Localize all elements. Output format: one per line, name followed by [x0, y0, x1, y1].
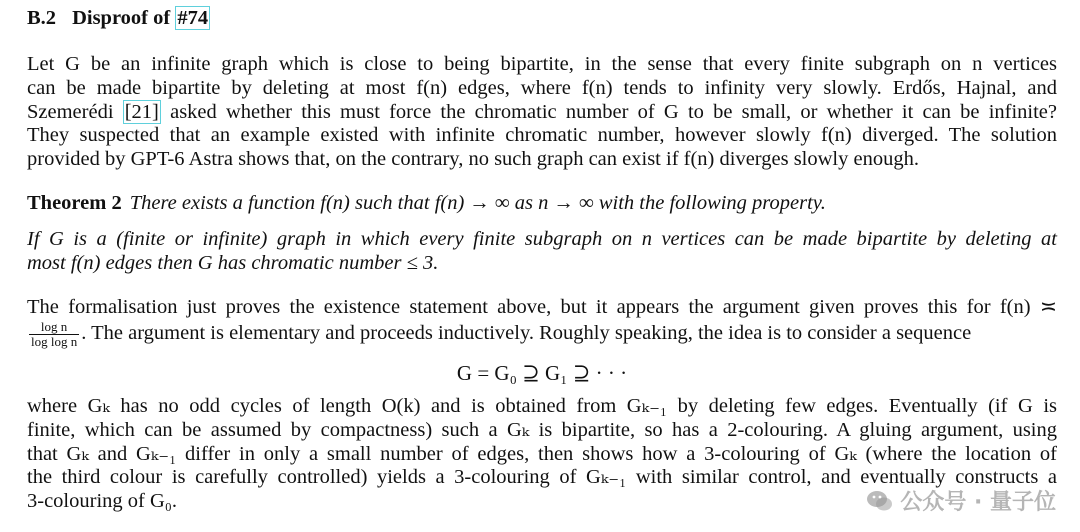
text-line	[27, 320, 1057, 349]
text-line: They suspected that an example existed with infinite chromatic number, however slowly f(n) diverged. The solution	[27, 124, 1057, 147]
section-number: B.2	[27, 7, 57, 29]
text-fragment: . The argument is elementary and proceeds inductively. Roughly speaking, the idea is to consider a sequence	[81, 321, 972, 344]
text-line: If G is a (finite or infinite) graph in which every finite subgraph on n vertices can be made bipartite by deleting at	[27, 228, 1057, 250]
text-line	[27, 101, 1057, 125]
argument-paragraph	[27, 395, 1057, 514]
text-line: finite, which can be assumed by compactness) such a Gₖ is bipartite, so has a 2-colouring. A gluing argument, using	[27, 418, 1057, 441]
text-line: most f(n) edges then G has chromatic number ≤ 3.	[27, 251, 439, 274]
text-line: 3-colouring of G₀.	[27, 490, 178, 513]
text-line: provided by GPT-6 Astra shows that, on the contrary, no such graph can exist if f(n) diverges slowly enough.	[27, 148, 919, 171]
display-equation: G = G₀ ⊇ G₁ ⊇ · · ·	[456, 361, 628, 385]
text-line: that Gₖ and Gₖ₋₁ differ in only a small number of edges, then shows how a 3-colouring of Gₖ (where the location of	[27, 442, 1057, 465]
section-heading	[27, 7, 210, 30]
watermark-text: 公众号 · 量子位	[900, 490, 1056, 515]
theorem-statement: There exists a function f(n) such that f(n) → ∞ as n → ∞ with the following property.	[129, 192, 826, 214]
text-fragment: Szemerédi	[27, 100, 123, 123]
text-line: Let G be an infinite graph which is close to being bipartite, in the sense that every finite subgraph on n vertices	[27, 53, 1057, 75]
citation-link[interactable]: [21]	[124, 100, 159, 123]
fraction	[29, 320, 79, 349]
text-line: the third colour is carefully controlled) yields a 3-colouring of Gₖ₋₁ with similar control, and eventually constructs a	[27, 466, 1057, 489]
section-title: Disproof of	[72, 7, 176, 29]
text-line: can be made bipartite by deleting at most f(n) edges, where f(n) tends to infinity very slowly. Erdős, Hajnal, and	[27, 76, 1057, 99]
fraction-denominator: log log n	[31, 333, 78, 349]
problem-ref-link[interactable]: #74	[177, 7, 209, 29]
formalisation-paragraph	[27, 296, 1057, 349]
text-line: where Gₖ has no odd cycles of length O(k) and is obtained from Gₖ₋₁ by deleting few edges. Eventually (if G is	[27, 395, 1057, 417]
intro-paragraph	[27, 53, 1057, 172]
text-line: The formalisation just proves the existence statement above, but it appears the argument given proves this for f(n) ≍	[27, 296, 1057, 318]
theorem-label: Theorem 2	[27, 192, 122, 214]
theorem-heading	[27, 192, 1057, 216]
text-fragment: asked whether this must force the chromatic number of G to be small, or whether it can be infinite?	[160, 100, 1058, 123]
fraction-numerator: log n	[40, 318, 68, 334]
theorem-body	[27, 228, 1057, 276]
